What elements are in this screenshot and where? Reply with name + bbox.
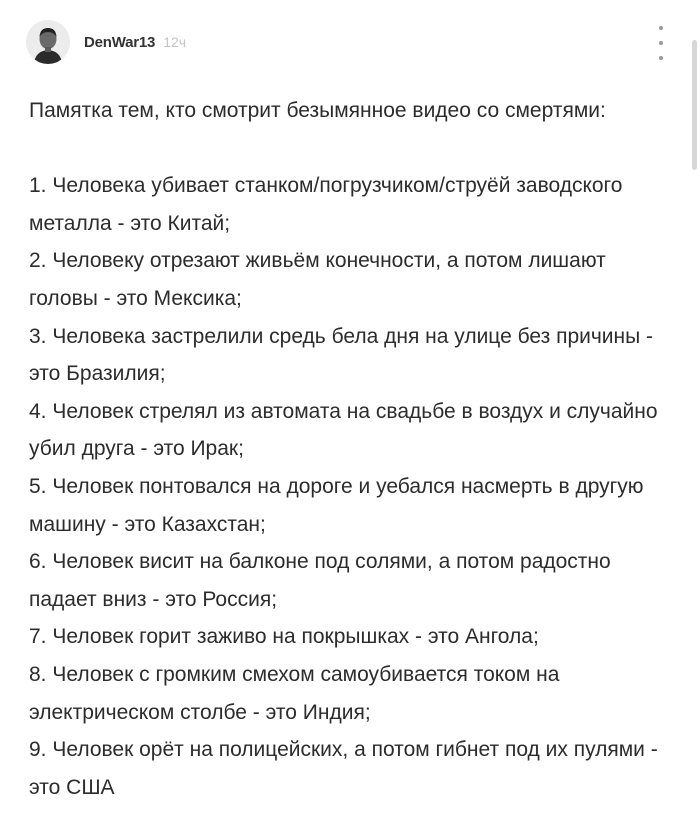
more-options-icon[interactable] — [652, 26, 670, 60]
post-header — [26, 20, 186, 64]
list-item: 4. Человек стрелял из автомата на свадьбе в воздух и случайно убил друга - это Ирак; — [29, 399, 658, 461]
post-body — [29, 92, 669, 806]
author-name[interactable]: DenWar13 — [84, 33, 156, 51]
list-item: 1. Человека убивает станком/погрузчиком/струёй заводского металла - это Китай; — [29, 174, 623, 235]
list-item: 5. Человек понтовался на дороге и уебался насмерть в другую машину - это Казахстан; — [29, 474, 644, 536]
list-item: 9. Человек орёт на полицейских, а потом гибнет под их пулями - это США — [29, 738, 658, 799]
list-item: 7. Человек горит заживо на покрышках - это Ангола; — [29, 625, 539, 649]
list-item: 8. Человек с громким смехом самоубивается током на электрическом столбе - это Индия; — [29, 662, 560, 724]
avatar-portrait-icon — [26, 20, 70, 64]
list-item: 6. Человек висит на балконе под солями, а потом радостно падает вниз - это Россия; — [29, 550, 611, 611]
dot — [659, 26, 663, 30]
list-item: 3. Человека застрелили средь бела дня на улице без причины - это Бразилия; — [29, 324, 654, 386]
post-intro: Памятка тем, кто смотрит безымянное видео со смертями: — [29, 99, 606, 122]
list-item: 2. Человеку отрезают живьём конечности, а потом лишают головы - это Мексика; — [29, 249, 606, 310]
dot — [659, 56, 663, 60]
scrollbar[interactable] — [692, 40, 697, 170]
avatar[interactable] — [26, 20, 70, 64]
dot — [659, 41, 663, 45]
post-time: 12ч — [163, 34, 187, 50]
